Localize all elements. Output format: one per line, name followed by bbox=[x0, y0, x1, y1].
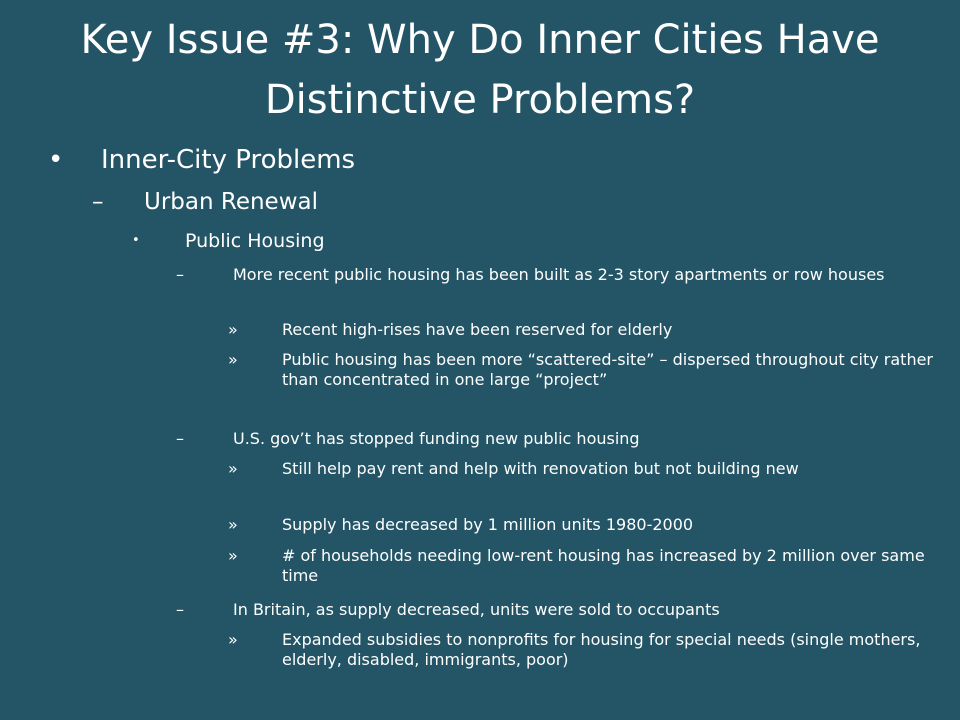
bullet-public-housing bbox=[132, 228, 932, 254]
raquo-marker: » bbox=[228, 515, 238, 534]
dash-marker: – bbox=[176, 600, 184, 619]
bullet-us-gov-funding bbox=[176, 429, 936, 449]
bullet-inner-city-problems bbox=[48, 142, 928, 178]
dash-marker: – bbox=[176, 265, 184, 284]
bullet-recent-public-housing bbox=[176, 265, 936, 285]
bullet-expanded-subsidies bbox=[228, 630, 948, 670]
bullet-text: Recent high-rises have been reserved for elderly bbox=[282, 320, 673, 339]
bullet-marker: • bbox=[132, 233, 140, 248]
bullet-text: # of households needing low-rent housing has increased by 2 million over same time bbox=[282, 546, 925, 585]
bullet-households-needing bbox=[228, 546, 948, 586]
bullet-text: Expanded subsidies to nonprofits for housing for special needs (single mothers, elderly, disabled, immigrants, poor) bbox=[282, 630, 921, 669]
raquo-marker: » bbox=[228, 459, 238, 478]
bullet-supply-decreased bbox=[228, 515, 948, 535]
bullet-text: More recent public housing has been built as 2-3 story apartments or row houses bbox=[233, 265, 885, 284]
bullet-britain-supply bbox=[176, 600, 936, 620]
bullet-text: Inner-City Problems bbox=[101, 145, 356, 175]
bullet-text: In Britain, as supply decreased, units were sold to occupants bbox=[233, 600, 720, 619]
dash-marker: – bbox=[176, 429, 184, 448]
dash-marker: – bbox=[92, 189, 104, 215]
bullet-marker: • bbox=[48, 145, 64, 175]
raquo-marker: » bbox=[228, 350, 238, 369]
bullet-text: U.S. gov’t has stopped funding new public housing bbox=[233, 429, 640, 448]
bullet-text: Public Housing bbox=[185, 230, 325, 252]
raquo-marker: » bbox=[228, 546, 238, 565]
bullet-urban-renewal bbox=[92, 186, 932, 218]
bullet-text: Public housing has been more “scattered-site” – dispersed throughout city rather than concentrated in one large “project” bbox=[282, 350, 933, 389]
raquo-marker: » bbox=[228, 630, 238, 649]
bullet-high-rises-elderly bbox=[228, 320, 948, 340]
bullet-text: Urban Renewal bbox=[144, 189, 318, 215]
raquo-marker: » bbox=[228, 320, 238, 339]
bullet-scattered-site bbox=[228, 350, 948, 390]
bullet-help-pay-rent bbox=[228, 459, 948, 479]
bullet-text: Still help pay rent and help with renovation but not building new bbox=[282, 459, 799, 478]
slide-title: Key Issue #3: Why Do Inner Cities Have Distinctive Problems? bbox=[80, 17, 880, 123]
bullet-text: Supply has decreased by 1 million units 1980-2000 bbox=[282, 515, 694, 534]
